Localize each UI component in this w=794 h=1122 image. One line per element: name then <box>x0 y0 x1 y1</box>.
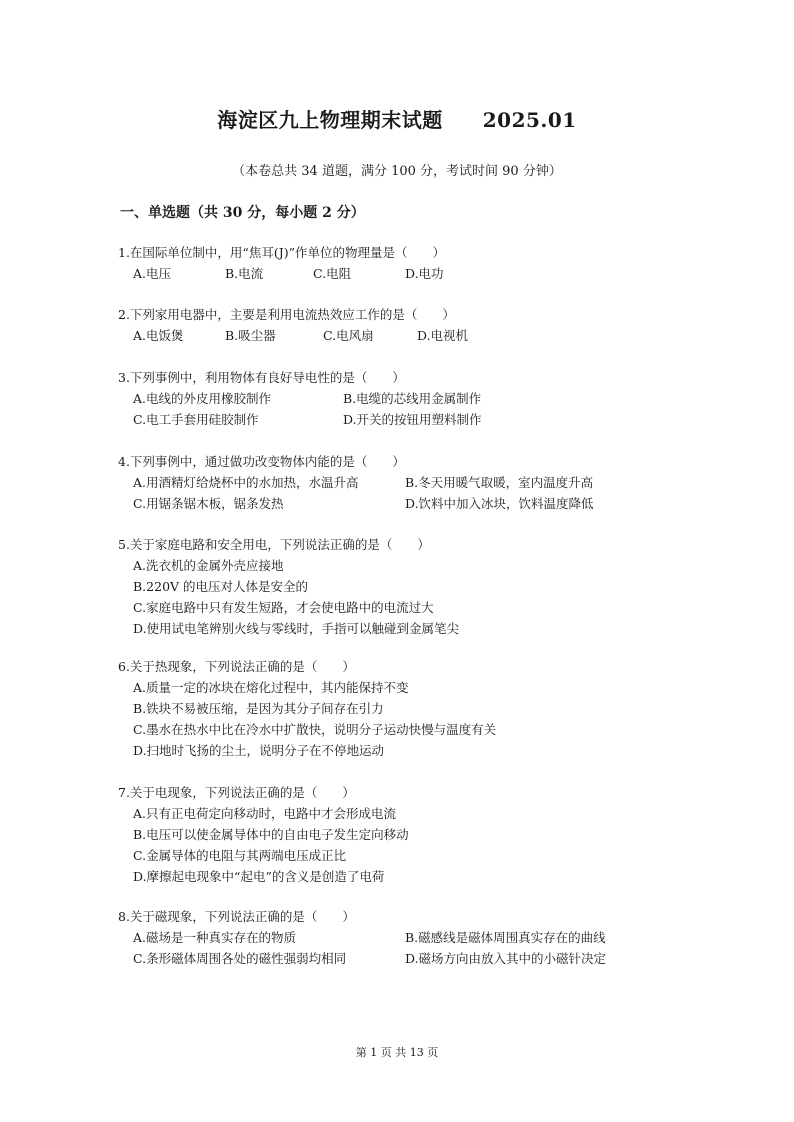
page-number: 第 1 页 共 13 页 <box>355 1046 439 1059</box>
option-d: D.开关的按钮用塑料制作 <box>343 412 482 427</box>
question-stem: 5.关于家庭电路和安全用电，下列说法正确的是（ ） <box>118 537 430 552</box>
question-2 <box>118 304 678 346</box>
exam-date: 2025.01 <box>482 108 577 132</box>
question-3 <box>118 367 678 430</box>
question-stem: 1.在国际单位制中，用“焦耳(J)”作单位的物理量是（ ） <box>118 245 445 260</box>
option-b: B.电流 <box>225 266 264 281</box>
option-c: C.电风扇 <box>323 328 374 343</box>
options-grid <box>118 927 678 969</box>
question-stem: 2.下列家用电器中，主要是利用电流热效应工作的是（ ） <box>118 307 455 322</box>
option-a: A.质量一定的冰块在熔化过程中，其内能保持不变 <box>133 680 409 695</box>
question-5 <box>118 534 678 639</box>
option-b: B.冬天用暖气取暖，室内温度升高 <box>405 475 594 490</box>
question-7 <box>118 782 678 887</box>
question-1 <box>118 242 678 284</box>
option-d: D.使用试电笔辨别火线与零线时，手指可以触碰到金属笔尖 <box>133 621 460 636</box>
question-8 <box>118 906 678 969</box>
question-6 <box>118 656 678 761</box>
question-stem: 7.关于电现象，下列说法正确的是（ ） <box>118 785 355 800</box>
option-d: D.电视机 <box>417 328 469 343</box>
option-c: C.电阻 <box>313 266 352 281</box>
option-a: A.电线的外皮用橡胶制作 <box>133 391 272 406</box>
question-stem: 8.关于磁现象，下列说法正确的是（ ） <box>118 909 355 924</box>
option-b: B.铁块不易被压缩，是因为其分子间存在引力 <box>133 701 384 716</box>
option-a: A.用酒精灯给烧杯中的水加热，水温升高 <box>133 475 359 490</box>
options-row <box>118 325 678 346</box>
option-d: D.摩擦起电现象中“起电”的含义是创造了电荷 <box>133 869 385 884</box>
option-a: A.电饭煲 <box>133 328 184 343</box>
exam-title <box>0 104 794 133</box>
option-c: C.电工手套用硅胶制作 <box>133 412 259 427</box>
option-b: B.吸尘器 <box>225 328 276 343</box>
option-d: D.电功 <box>405 266 444 281</box>
option-d: D.磁场方向由放入其中的小磁针决定 <box>405 951 607 966</box>
option-d: D.扫地时飞扬的尘土，说明分子在不停地运动 <box>133 743 385 758</box>
option-a: A.洗衣机的金属外壳应接地 <box>133 558 284 573</box>
option-c: C.金属导体的电阻与其两端电压成正比 <box>133 848 347 863</box>
option-b: B.电缆的芯线用金属制作 <box>343 391 482 406</box>
options-grid <box>118 472 678 514</box>
option-c: C.条形磁体周围各处的磁性强弱均相同 <box>133 951 347 966</box>
question-stem: 6.关于热现象，下列说法正确的是（ ） <box>118 659 355 674</box>
options-grid <box>118 388 678 430</box>
question-stem: 4.下列事例中，通过做功改变物体内能的是（ ） <box>118 454 405 469</box>
option-a: A.磁场是一种真实存在的物质 <box>133 930 297 945</box>
option-c: C.家庭电路中只有发生短路，才会使电路中的电流过大 <box>133 600 434 615</box>
option-a: A.电压 <box>133 266 172 281</box>
title-text: 海淀区九上物理期末试题 <box>217 108 443 132</box>
option-b: B.电压可以使金属导体中的自由电子发生定向移动 <box>133 827 409 842</box>
options-row <box>118 263 678 284</box>
option-c: C.墨水在热水中比在冷水中扩散快，说明分子运动快慢与温度有关 <box>133 722 497 737</box>
option-c: C.用锯条锯木板，锯条发热 <box>133 496 284 511</box>
question-4 <box>118 451 678 514</box>
option-a: A.只有正电荷定向移动时，电路中才会形成电流 <box>133 806 397 821</box>
section-heading: 一、单选题（共 30 分，每小题 2 分） <box>120 205 365 221</box>
option-b: B.磁感线是磁体周围真实存在的曲线 <box>405 930 606 945</box>
option-d: D.饮料中加入冰块，饮料温度降低 <box>405 496 594 511</box>
question-stem: 3.下列事例中，利用物体有良好导电性的是（ ） <box>118 370 405 385</box>
exam-subtitle: （本卷总共 34 道题，满分 100 分，考试时间 90 分钟） <box>232 164 562 179</box>
option-b: B.220V 的电压对人体是安全的 <box>133 579 309 594</box>
